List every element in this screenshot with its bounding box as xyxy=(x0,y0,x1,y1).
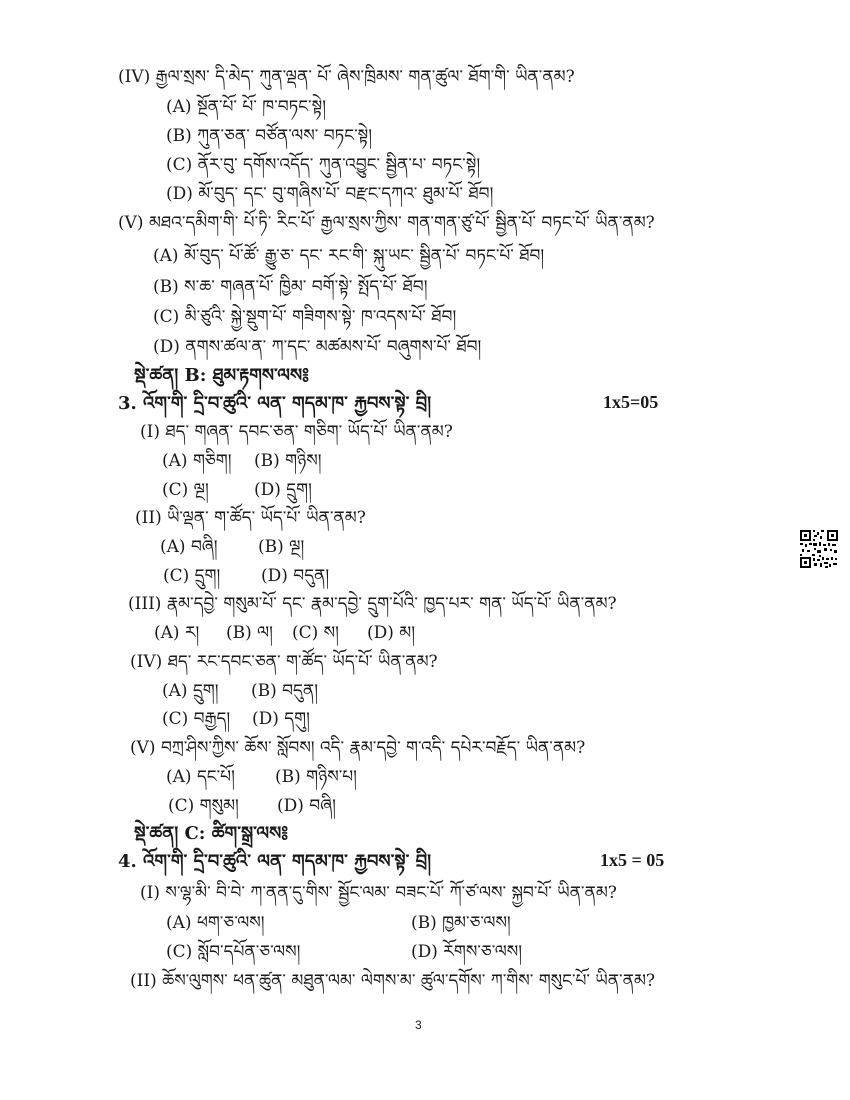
option-a-iv-a: (A) སྔོན་པོ་ པོ་ ཁ་བཏང་སྟེ། xyxy=(166,97,327,117)
section-c-heading: 4. འོག་གི་ དྲི་བ་ཚུའི་ ལན་ གདམ་ཁ་ རྐྱབས་སྟེ་ བྲི། xyxy=(118,851,432,872)
question-b-i: (I) ཐད་ གཞན་ དབང་ཅན་ གཅིག་ ཡོད་པོ་ ཡིན་ནམ? xyxy=(140,422,453,442)
question-a-v: (V) མཐའ་དམིག་གི་ པོ་ཏི་ རིང་པོ་ རྒྱལ་སྲས་ཀྱིས་ གན་གན་ཙུ་པོ་ སྦྱིན་པོ་ བཏང་པོ་ ཡིན་ནམ? xyxy=(118,213,655,233)
question-b-ii: (II) ཡི་ལྡན་ ག་ཚོད་ ཡོད་པོ་ ཡིན་ནམ? xyxy=(135,508,366,528)
question-b-iv: (IV) ཐད་ རང་དབང་ཅན་ ག་ཚོད་ ཡོད་པོ་ ཡིན་ནམ? xyxy=(130,652,438,672)
option-b-ii-d: (D) བདུན། xyxy=(261,566,330,586)
option-a-iv-d: (D) མོ་བུད་ དང་ བུ་གཞིས་པོ་ བརྫང་དཀའ་ ཐུམ་པོ་ ཐོབ། xyxy=(166,184,494,204)
option-c-i-b: (B) ཁྱམ་ཅ་ལས། xyxy=(411,913,511,933)
question-c-ii: (II) ཆོས་ལུགས་ ཕན་ཚུན་ མཐུན་ལམ་ ལེགས་མ་ ཚུལ་དགོས་ ཀ་གིས་ གསུང་པོ་ ཡིན་ནམ? xyxy=(130,971,656,991)
section-b-marks: 1x5=05 xyxy=(603,392,659,412)
option-b-iii-c: (C) ས། xyxy=(292,623,339,643)
section-b-label: སྡེ་ཚན། B: ཐུམ་རྟགས་ལས༔ xyxy=(134,365,309,386)
question-b-iii: (III) རྣམ་དབྱེ་ གསུམ་པོ་ དང་ རྣམ་དབྱེ་ དྲུག་པོའི་ ཁྱད་པར་ གན་ ཡོད་པོ་ ཡིན་ནམ? xyxy=(128,594,617,614)
option-c-i-a: (A) ཕག་ཅ་ལས། xyxy=(166,913,265,933)
option-b-iii-d: (D) མ། xyxy=(367,623,416,643)
option-b-v-d: (D) བཞི། xyxy=(277,796,336,816)
option-b-i-a: (A) གཅིག། xyxy=(162,451,232,471)
option-b-ii-b: (B) ལྔ། xyxy=(258,537,305,557)
section-c-label: སྡེ་ཚན། C: ཚིག་སྒྲ་ལས༔ xyxy=(134,823,289,844)
option-b-i-b: (B) གཉིས། xyxy=(254,451,322,471)
question-c-i: (I) ས་ལྷ་མི་ བི་བེ་ ཀ་ནན་དུ་གིས་ སྦྱོང་ལམ་ བཟང་པོ་ ཀོ་ཙ་ལས་ སྐྱབ་པོ་ ཡིན་ནམ? xyxy=(140,883,617,903)
option-b-iv-c: (C) བརྒྱད། xyxy=(162,709,231,729)
option-a-v-c: (C) མི་ཙུའི་ སྐྱེ་སྡུག་པོ་ གཟིགས་སྟེ་ ཁ་འདས་པོ་ ཐོབ། xyxy=(153,307,457,327)
option-b-v-a: (A) དང་པོ། xyxy=(166,767,235,787)
option-b-iii-a: (A) ར། xyxy=(154,623,200,643)
option-b-i-c: (C) ལྔ། xyxy=(162,480,209,500)
option-b-v-b: (B) གཉིས་པ། xyxy=(275,767,357,787)
option-a-v-d: (D) ནགས་ཚལ་ན་ ཀ་དང་ མཚམས་པོ་ བཞུགས་པོ་ ཐོབ། xyxy=(153,337,482,357)
section-c-marks: 1x5 = 05 xyxy=(600,850,665,870)
qr-code-icon xyxy=(800,530,838,568)
section-b-heading: 3. འོག་གི་ དྲི་བ་ཚུའི་ ལན་ གདམ་ཁ་ རྐྱབས་སྟེ་ བྲི། xyxy=(118,393,432,414)
option-b-iii-b: (B) ལ། xyxy=(226,623,273,643)
question-a-iv: (IV) རྒྱལ་སྲས་ དི་མེད་ ཀུན་ལྡན་ པོ་ ཞེས་ཁྲིམས་ གན་ཚུལ་ ཐོག་གི་ ཡིན་ནམ? xyxy=(118,67,575,87)
option-c-i-d: (D) རོགས་ཅ་ལས། xyxy=(411,942,523,962)
page-number: 3 xyxy=(415,1018,422,1032)
option-a-v-a: (A) མོ་བུད་ པོ་ཚོ་ རྒྱུ་ཅ་ དང་ རང་གི་ སྐུ་ཡང་ སྦྱིན་པོ་ བཏང་པོ་ ཐོབ། xyxy=(153,246,545,266)
option-a-v-b: (B) ས་ཆ་ གཞན་པོ་ ཁྱིམ་ བགོ་སྟེ་ སྤོད་པོ་ ཐོབ། xyxy=(153,277,428,297)
option-b-ii-c: (C) དྲུག། xyxy=(163,566,221,586)
question-b-v: (V) བཀྲ་ཤིས་ཀྱིས་ ཆོས་ སློབས། འདི་ རྣམ་དབྱེ་ ག་འདི་ དཔེར་བརྗོད་ ཡིན་ནམ? xyxy=(130,738,586,758)
option-a-iv-c: (C) ནོར་བུ་ དགོས་འདོད་ ཀུན་འབྱུང་ སྦྱིན་པ་ བཏང་སྟེ། xyxy=(166,155,481,175)
option-b-v-c: (C) གསུམ། xyxy=(168,796,239,816)
option-b-i-d: (D) དྲུག། xyxy=(254,480,312,500)
option-b-ii-a: (A) བཞི། xyxy=(160,537,218,557)
option-b-iv-b: (B) བདུན། xyxy=(251,681,319,701)
option-c-i-c: (C) སློབ་དཔོན་ཅ་ལས། xyxy=(166,942,301,962)
option-b-iv-a: (A) དྲུག། xyxy=(162,681,219,701)
option-b-iv-d: (D) དགུ། xyxy=(252,709,310,729)
option-a-iv-b: (B) ཀུན་ཅན་ བཙོན་ལས་ བཏང་སྟེ། xyxy=(166,126,373,146)
